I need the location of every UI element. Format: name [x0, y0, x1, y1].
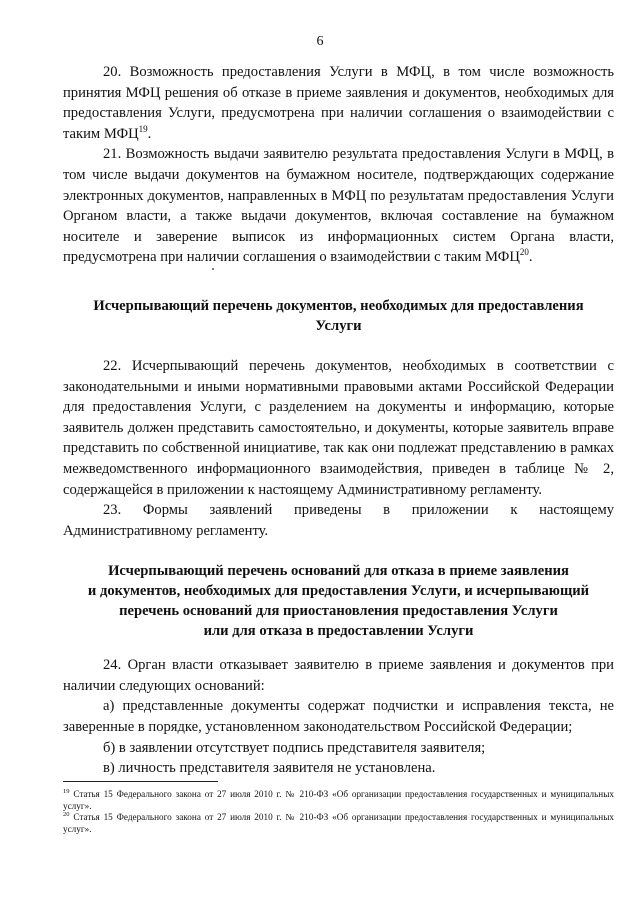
- paragraph-text: 21. Возможность выдачи заявителю результата предоставления Услуги в МФЦ, в том числе выдачи документов на бумажном носителе, подтверждающих содержание электронных документов, направленных в МФЦ по результатам предоставления Услуги Органом власти, а также выдачи документов, включая составление на бумажном носителе и заверение выписок из информационных систем Органа власти, предусмотрена при наличии соглашения о взаимодействии с таким МФЦ: [63, 146, 614, 266]
- footnotes: [63, 789, 614, 835]
- heading-line: или для отказа в предоставлении Услуги: [203, 623, 474, 640]
- footnote-number: 20: [63, 810, 70, 818]
- scan-speck: [212, 268, 214, 270]
- footnote-divider: [63, 781, 218, 782]
- heading-line: Исчерпывающий перечень оснований для отказа в приеме заявления: [108, 563, 569, 580]
- heading-line: и документов, необходимых для предоставления Услуги, и исчерпывающий: [87, 583, 590, 600]
- heading-line: Услуги: [315, 317, 362, 334]
- list-item-a: а) представленные документы содержат подчистки и исправления текста, не заверенные в порядке, установленном законодательством Российской Федерации;: [63, 698, 614, 736]
- footnote-ref: 19: [138, 123, 148, 134]
- document-body: [63, 62, 614, 779]
- section-heading-refusal-grounds: [63, 561, 614, 641]
- list-item-v: в) личность представителя заявителя не установлена.: [103, 760, 436, 777]
- footnote-19: [63, 789, 614, 812]
- paragraph-23: 23. Формы заявлений приведены в приложении к настоящему Административному регламенту.: [63, 502, 614, 539]
- paragraph-20: [63, 62, 614, 144]
- footnote-text: Статья 15 Федерального закона от 27 июля 2010 г. № 210-ФЗ «Об организации предоставления государственных и муниципальных услуг».: [63, 789, 614, 811]
- footnote-number: 19: [63, 787, 70, 795]
- paragraph-24: 24. Орган власти отказывает заявителю в приеме заявления и документов при наличии следующих оснований:: [63, 657, 614, 694]
- paragraph-text: 20. Возможность предоставления Услуги в МФЦ, в том числе возможность принятия МФЦ решения об отказе в приеме заявления и документов, необходимых для предоставления Услуги, предусмотрена при наличии соглашения о взаимодействии с таким МФЦ: [63, 64, 614, 142]
- footnote-20: [63, 812, 614, 835]
- heading-line: перечень оснований для приостановления предоставления Услуги: [119, 603, 558, 620]
- heading-line: Исчерпывающий перечень документов, необходимых для предоставления: [93, 297, 584, 314]
- list-item-b: б) в заявлении отсутствует подпись представителя заявителя;: [103, 739, 486, 756]
- footnote-text: Статья 15 Федерального закона от 27 июля 2010 г. № 210-ФЗ «Об организации предоставления государственных и муниципальных услуг».: [63, 812, 614, 834]
- section-heading-documents: [63, 296, 614, 336]
- page-number: 6: [316, 34, 324, 49]
- paragraph-22: 22. Исчерпывающий перечень документов, необходимых в соответствии с законодательными и иными нормативными правовыми актами Российской Федерации для предоставления Услуги, с разделением на документы и информацию, которые заявитель должен представить самостоятельно, и документы, которые заявитель вправе представить по собственной инициативе, так как они подлежат представлению в рамках межведомственного информационного взаимодействия, приведен в таблице № 2, содержащейся в приложении к настоящему Административному регламенту.: [63, 357, 614, 498]
- paragraph-tail: .: [147, 125, 152, 142]
- footnote-ref: 20: [519, 247, 529, 258]
- paragraph-21: [63, 144, 614, 268]
- paragraph-tail: .: [528, 249, 533, 266]
